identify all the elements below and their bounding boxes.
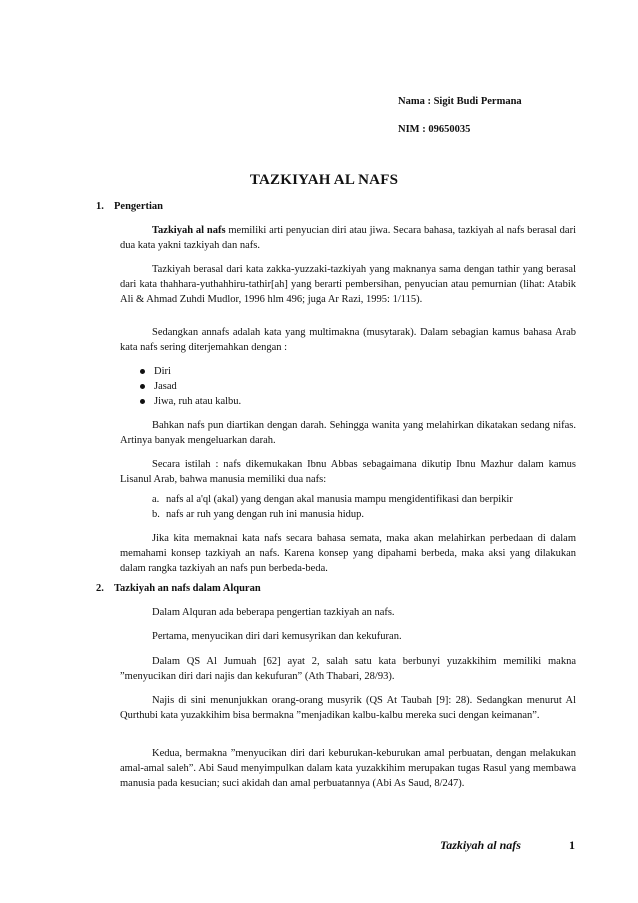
page-number: 1: [569, 838, 575, 852]
student-id: NIM : 09650035: [398, 124, 471, 135]
section-1-paragraph-4: Bahkan nafs pun diartikan dengan darah. Sehingga wanita yang melahirkan dikatakan sedang nifas. Artinya banyak mengeluarkan darah.: [120, 420, 576, 446]
list-item: Diri: [138, 364, 241, 379]
section-2-heading: [96, 583, 261, 594]
section-2-paragraph-2: Pertama, menyucikan diri dari kemusyrikan dan kekufuran.: [152, 631, 402, 642]
section-2-number: 2.: [96, 583, 104, 594]
section-1-paragraph-1: Tazkiyah al nafs memiliki arti penyucian diri atau jiwa. Secara bahasa, tazkiyah al nafs berasal dari dua kata yakni tazkiyah dan nafs.: [120, 225, 576, 251]
section-1-paragraph-6: Jika kita memaknai kata nafs secara bahasa semata, maka akan melahirkan perbedaan di dalam memahami konsep tazkiyah an nafs. Karena konsep yang dipahami berbeda, maka aksi yang dilakukan dalam rangka tazkiyah an nafs pun berbeda-beda.: [120, 533, 576, 574]
document-title: TAZKIYAH AL NAFS: [249, 172, 399, 188]
section-1-title: Pengertian: [114, 201, 163, 212]
section-2-title: Tazkiyah an nafs dalam Alquran: [114, 583, 261, 594]
section-1-number: 1.: [96, 201, 104, 212]
footer-title: Tazkiyah al nafs: [440, 838, 521, 852]
author-name: Nama : Sigit Budi Permana: [398, 96, 522, 107]
section-2-paragraph-5: Kedua, bermakna ”menyucikan diri dari keburukan-keburukan amal perbuatan, dengan melakukan amal-amal saleh”. Abi Saud menyimpulkan dalam kata yuzakkihim merupakan tugas Rasul yang membawa manusia pada kesucian; suci akidah dan amal perbuatannya (Abi As Saud, 8/247).: [120, 748, 576, 789]
list-item: Jiwa, ruh atau kalbu.: [138, 394, 241, 409]
section-2-paragraph-3: Dalam QS Al Jumuah [62] ayat 2, salah satu kata berbunyi yuzakkihim memiliki makna ”menyucikan diri dari najis dan kekufuran” (Ath Thabari, 28/93).: [120, 656, 576, 682]
list-item: Jasad: [138, 379, 241, 394]
section-1-heading: [96, 201, 163, 212]
section-1-paragraph-2: Tazkiyah berasal dari kata zakka-yuzzaki-tazkiyah yang maknanya sama dengan tathir yang berasal dari kata thahhara-yuthahhiru-tathir[ah] yang berarti pembersihan, penyucian atau pemurnian (lihat: Atabik Ali & Ahmad Zuhdi Mudlor, 1996 hlm 496; juga Ar Razi, 1995: 1/115).: [120, 264, 576, 305]
section-2-paragraph-1: Dalam Alquran ada beberapa pengertian tazkiyah an nafs.: [152, 607, 395, 618]
term-tazkiyah-al-nafs: Tazkiyah al nafs: [152, 225, 226, 236]
section-2-paragraph-4: Najis di sini menunjukkan orang-orang musyrik (QS At Taubah [9]: 28). Sedangkan menurut Al Qurthubi kata yuzakkihim bisa bermakna ”menjadikan kalbu-kalbu mereka suci dengan keimanan”.: [120, 695, 576, 721]
section-1-paragraph-5: Secara istilah : nafs dikemukakan Ibnu Abbas sebagaimana dikutip Ibnu Mazhur dalam kamus Lisanul Arab, bahwa manusia memiliki dua nafs:: [120, 459, 576, 485]
bullet-list: [138, 364, 241, 409]
list-item: a. nafs al a'ql (akal) yang dengan akal manusia mampu mengidentifikasi dan berpikir: [152, 494, 513, 505]
lettered-list: [152, 492, 513, 522]
section-1-paragraph-3: Sedangkan annafs adalah kata yang multimakna (musytarak). Dalam sebagian kamus bahasa Arab kata nafs sering diterjemahkan dengan :: [120, 327, 576, 353]
list-item: b. nafs ar ruh yang dengan ruh ini manusia hidup.: [152, 509, 364, 520]
